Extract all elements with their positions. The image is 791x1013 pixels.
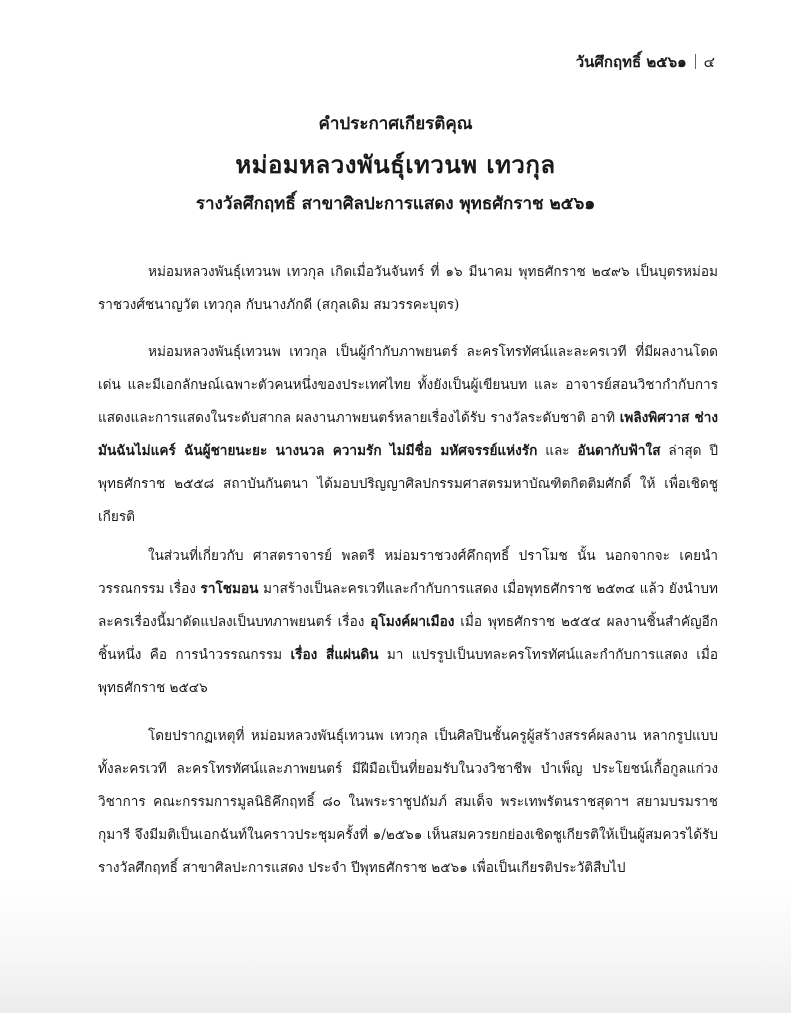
paragraph-2-block (98, 336, 718, 534)
text-run: ล่าสุด ปีพุทธศักราช ๒๕๕๘ สถาบันกันตนา ได้มอบปริญญาศิลปกรรมศาสตรมหาบัณฑิตกิตติมศักดิ์ ให้ เพื่อเชิดชูเกียรติ (98, 443, 719, 525)
bold-text-run: อันดากับฟ้าใส (577, 443, 661, 459)
page-number: ๔ (703, 53, 715, 71)
paragraph-1 (98, 256, 718, 322)
paragraph-4-block (98, 720, 718, 885)
paragraph-2 (98, 336, 718, 534)
bold-text-run: เรื่อง สี่แผ่นดิน (290, 647, 379, 663)
paragraph-3 (98, 540, 718, 705)
paragraph-1-block (98, 256, 718, 322)
paragraph-4 (98, 720, 718, 885)
text-run: มา แปรรูปเป็นบทละครโทรทัศน์และกำกับการแสดง เมื่อ พุทธศักราช ๒๕๔๖ (98, 647, 718, 696)
document-title: คำประกาศเกียรติคุณ (318, 114, 473, 134)
text-run: หม่อมหลวงพันธุ์เทวนพ เทวกุล เป็นผู้กำกับภาพยนตร์ ละครโทรทัศน์และละครเวที ที่มีผลงานโดดเด่น และมีเอกลักษณ์เฉพาะตัวคนหนึ่งของประเทศไทย ทั้งยังเป็นผู้เขียนบท และ อาจารย์สอนวิชากำกับการแสดงและการแสดงในระดับสากล ผลงานภาพยนตร์หลายเรื่องได้รับ รางวัลระดับชาติ อาทิ (98, 344, 718, 426)
text-run: เมื่อ พุทธศักราช ๒๕๕๔ ผลงานชิ้นสำคัญอีกชิ้นหนึ่ง คือ การนำวรรณกรรม (98, 614, 719, 663)
text-run: และ (537, 443, 578, 459)
text-run: มาสร้างเป็นละครเวทีและกำกับการแสดง เมื่อพุทธศักราช ๒๕๓๔ แล้ว ยังนำบทละครเรื่องนี้มาดัดแปลงเป็นบทภาพยนตร์ เรื่อง (98, 581, 718, 630)
page-header (576, 50, 715, 74)
text-run: หม่อมหลวงพันธุ์เทวนพ เทวกุล เกิดเมื่อวันจันทร์ ที่ ๑๖ มีนาคม พุทธศักราช ๒๔๙๖ เป็นบุตรหม่อมราชวงศ์ชนาญวัต เทวกุล กับนางภักดี (สกุลเดิม สมวรรคะบุตร) (98, 264, 718, 313)
header-date-text: วันศึกฤทธิ์ ๒๕๖๑ (575, 53, 687, 71)
honoree-name: หม่อมหลวงพันธุ์เทวนพ เทวกุล (235, 150, 556, 179)
bold-text-run: อุโมงค์ผาเมือง (370, 614, 455, 630)
paragraph-3-block (98, 540, 718, 705)
bold-text-run: ราโชมอน (200, 581, 259, 597)
header-divider (695, 54, 696, 69)
text-run: ในส่วนที่เกี่ยวกับ ศาสตราจารย์ พลตรี หม่อมราชวงศ์คึกฤทธิ์ ปราโมช นั้น นอกจากจะ เคยนำวรรณกรรม เรื่อง (98, 548, 718, 597)
text-run: โดยปรากฏเหตุที่ หม่อมหลวงพันธุ์เทวนพ เทวกุล เป็นศิลปินชั้นครูผู้สร้างสรรค์ผลงาน หลากรูปแบบทั้งละครเวที ละครโทรทัศน์และภาพยนตร์ มีฝีมือเป็นที่ยอมรับในวงวิชาชีพ บำเพ็ญ ประโยชน์เกื้อกูลแก่วงวิชาการ คณะกรรมการมูลนิธิคึกฤทธิ์ ๘๐ ในพระราชูปถัมภ์ สมเด็จ พระเทพรัตนราชสุดาฯ สยามบรมราชกุมารี จึงมีมติเป็นเอกฉันท์ในคราวประชุมครั้งที่ ๑/๒๕๖๑ เห็นสมควรยกย่องเชิดชูเกียรติให้เป็นผู้สมควรได้รับ รางวัลศึกฤทธิ์ สาขาศิลปะการแสดง ประจำ ปีพุทธศักราช ๒๕๖๑ เพื่อเป็นเกียรติประวัติสืบไป (98, 728, 718, 876)
bold-text-run: เพลิงพิศวาส ช่างมันฉันไม่แคร์ ฉันผู้ชายนะยะ นางนวล ความรัก ไม่มีชื่อ มหัศจรรย์แห่งรัก (98, 410, 718, 459)
award-subtitle: รางวัลศึกฤทธิ์ สาขาศิลปะการแสดง พุทธศักราช ๒๕๖๑ (195, 194, 596, 214)
